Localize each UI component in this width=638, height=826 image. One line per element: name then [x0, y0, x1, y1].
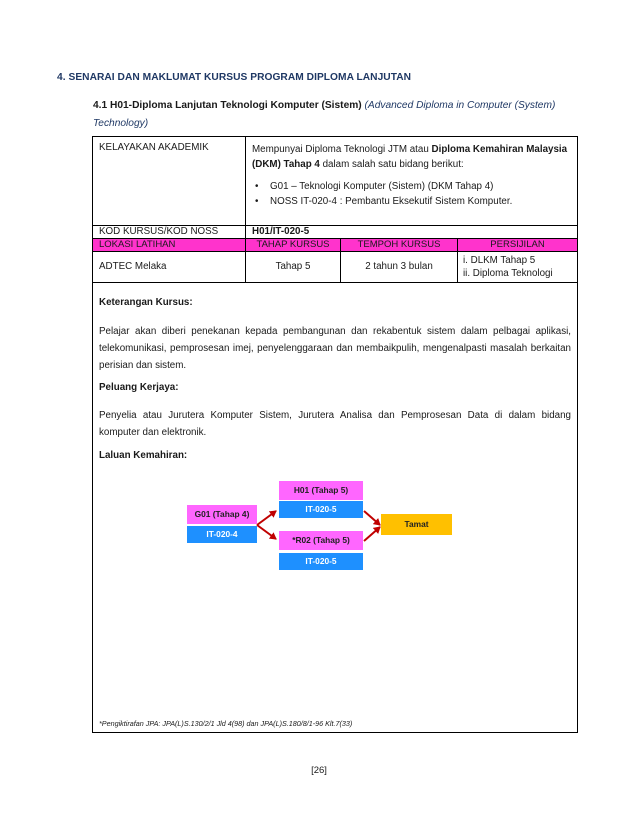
certification-item: i. DLKM Tahap 5 [463, 255, 536, 266]
course-duration: 2 tahun 3 bulan [341, 252, 458, 282]
arrow-g01-to-h01 [257, 511, 276, 525]
academic-intro-tail: dalam salah satu bidang berikut: [319, 159, 464, 170]
academic-row [93, 137, 577, 226]
list-item: • NOSS IT-020-4 : Pembantu Eksekutif Sistem Komputer. [252, 194, 571, 209]
course-code-row [93, 226, 577, 239]
academic-intro-bold: Diploma Kemahiran Malaysia (DKM) Tahap 4 [252, 144, 568, 170]
academic-intro-text: Mempunyai Diploma Teknologi JTM atau [252, 144, 432, 155]
career-text: Penyelia atau Jurutera Komputer Sistem, Jurutera Analisa dan Pemprosesan Data di dalam bidang komputer dan elektronik. [99, 410, 571, 438]
course-code-value: H01/IT-020-5 [252, 226, 310, 237]
course-info-frame [92, 136, 578, 733]
g01-code-box: IT-020-4 [187, 526, 257, 543]
list-item: • G01 – Teknologi Komputer (Sistem) (DKM Tahap 4) [252, 179, 571, 194]
academic-requirements [246, 137, 577, 225]
course-description-label: Keterangan Kursus: [99, 297, 193, 308]
header-level: TAHAP KURSUS [246, 239, 341, 251]
career-label: Peluang Kerjaya: [99, 382, 179, 393]
certification [458, 252, 577, 282]
page-number: [26] [311, 765, 327, 776]
h01-label-box: H01 (Tahap 5) [279, 481, 363, 500]
section-heading: 4. SENARAI DAN MAKLUMAT KURSUS PROGRAM DIPLOMA LANJUTAN [57, 72, 412, 83]
certification-item: ii. Diploma Teknologi [463, 268, 553, 279]
h01-code-box: IT-020-5 [279, 501, 363, 518]
course-english-title: (Advanced Diploma in Computer (System) Technology) [93, 100, 556, 129]
course-level: Tahap 5 [246, 252, 341, 282]
table-header-row [93, 239, 577, 252]
course-title: 4.1 H01-Diploma Lanjutan Teknologi Komputer (Sistem) [93, 100, 362, 111]
arrow-g01-to-r02 [257, 525, 276, 539]
r02-label-box: *R02 (Tahap 5) [279, 531, 363, 550]
header-duration: TEMPOH KURSUS [341, 239, 458, 251]
course-description-text: Pelajar akan diberi penekanan kepada pembangunan dan rekabentuk sistem dalam pelbagai aplikasi, telekomunikasi, pemprosesan imej, penyelenggaraan dan membaikpulih, mengenalpasti masalah berkaitan perisian dan sistem. [99, 326, 571, 371]
arrow-h01-to-end [364, 511, 380, 525]
header-certification: PERSIJILAN [490, 239, 545, 250]
course-code-label: KOD KURSUS/KOD NOSS [93, 226, 246, 238]
end-box: Tamat [381, 514, 452, 535]
arrow-r02-to-end [364, 527, 380, 541]
training-location: ADTEC Melaka [93, 252, 246, 282]
header-location: LOKASI LATIHAN [93, 239, 246, 251]
academic-label: KELAYAKAN AKADEMIK [93, 137, 246, 225]
academic-fields-list [252, 179, 571, 209]
footnote: *Pengiktirafan JPA: JPA(L)S.130/2/1 Jld 4(98) dan JPA(L)S.180/8/1-96 Klt.7(33) [99, 719, 353, 728]
table-row [93, 252, 577, 283]
r02-code-box: IT-020-5 [279, 553, 363, 570]
g01-label-box: G01 (Tahap 4) [187, 505, 257, 524]
pathway-label: Laluan Kemahiran: [99, 450, 188, 461]
course-heading [93, 97, 573, 133]
